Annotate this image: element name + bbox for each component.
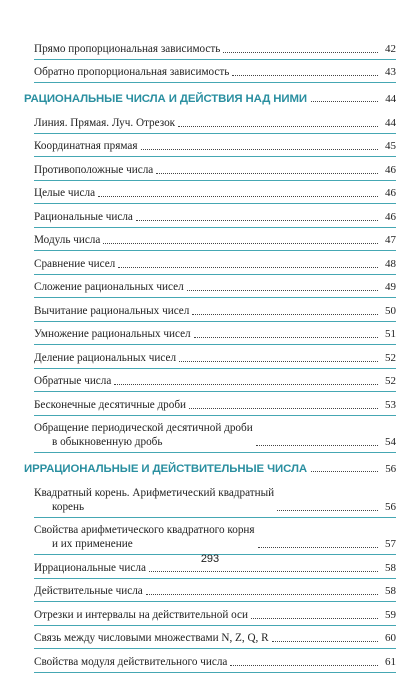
page-ref: 61 (385, 655, 396, 668)
entry-title: Бесконечные десятичные дроби (34, 398, 187, 411)
entry-title: Деление рациональных чисел (34, 351, 177, 364)
entry-title (34, 486, 274, 514)
dot-leader (114, 384, 378, 385)
entry-title: Умножение рациональных чисел (34, 328, 191, 340)
toc-entry[interactable] (24, 298, 396, 322)
toc-entry[interactable] (24, 60, 396, 84)
dot-leader (141, 149, 378, 150)
entry-title-line2: и их применение (52, 538, 133, 550)
entry-title: Иррациональные числа (34, 561, 146, 574)
toc-entry[interactable] (24, 345, 396, 369)
entry-title: Сложение рациональных чисел (34, 281, 184, 293)
dot-leader (136, 220, 378, 221)
toc-entry[interactable] (24, 275, 396, 299)
page-ref: 52 (385, 375, 396, 387)
page-ref: 57 (385, 538, 396, 550)
page-ref: 46 (385, 187, 396, 199)
toc-section-heading[interactable] (24, 83, 396, 110)
page-ref: 54 (385, 436, 396, 448)
toc-entry[interactable] (24, 649, 396, 673)
entry-title: Модуль числа (34, 234, 101, 246)
toc-entry[interactable] (24, 134, 396, 158)
page-ref: 58 (385, 585, 396, 597)
page-ref: 46 (385, 163, 396, 176)
entry-title: Свойства модуля действительного числа (34, 655, 228, 668)
toc-entry[interactable] (24, 157, 396, 181)
toc-entry[interactable] (24, 416, 396, 454)
dot-leader (311, 101, 378, 102)
dot-leader (251, 618, 378, 619)
toc-entry[interactable] (24, 181, 396, 205)
entry-title: Отрезки и интервалы на действительной оси (34, 608, 248, 621)
dot-leader (98, 196, 378, 197)
entry-title: Линия. Прямая. Луч. Отрезок (34, 116, 176, 129)
page-ref: 50 (385, 304, 396, 317)
dot-leader (189, 408, 378, 409)
dot-leader (272, 641, 378, 642)
dot-leader (311, 471, 378, 472)
toc-entry[interactable] (24, 392, 396, 416)
toc-entry[interactable] (24, 626, 396, 650)
dot-leader (256, 445, 378, 446)
page-ref: 51 (385, 328, 396, 340)
section-title: РАЦИОНАЛЬНЫЕ ЧИСЛА И ДЕЙСТВИЯ НАД НИМИ (24, 93, 307, 105)
toc-entry[interactable] (24, 322, 396, 346)
page-number: 293 (200, 553, 220, 565)
page-ref: 59 (385, 608, 396, 621)
entry-title-line2: в обыкновенную дробь (52, 436, 163, 448)
toc-entry[interactable] (24, 518, 396, 556)
entry-title: Противоположные числа (34, 163, 154, 176)
dot-leader (156, 173, 378, 174)
page-ref: 42 (385, 42, 396, 55)
page-ref: 52 (385, 351, 396, 364)
entry-title: Обратные числа (34, 375, 112, 387)
toc-entry[interactable] (24, 579, 396, 603)
dot-leader (187, 290, 378, 291)
dot-leader (178, 126, 378, 127)
page-ref: 44 (385, 93, 396, 105)
page-ref: 60 (385, 632, 396, 644)
entry-title: Целые числа (34, 187, 96, 199)
page-ref: 56 (385, 463, 396, 475)
entry-title-line2: корень (52, 500, 85, 513)
entry-title (34, 523, 255, 551)
section-title: ИРРАЦИОНАЛЬНЫЕ И ДЕЙСТВИТЕЛЬНЫЕ ЧИСЛА (24, 463, 307, 475)
page-ref: 58 (385, 561, 396, 574)
page-ref: 45 (385, 140, 396, 152)
toc-entry[interactable] (24, 251, 396, 275)
entry-title-line1: Свойства арифметического квадратного корня (34, 524, 255, 536)
entry-title: Координатная прямая (34, 140, 138, 152)
page-ref: 43 (385, 66, 396, 78)
dot-leader (146, 594, 378, 595)
page-ref: 48 (385, 257, 396, 270)
toc-entry[interactable] (24, 204, 396, 228)
page-ref: 53 (385, 398, 396, 411)
toc-entry[interactable] (24, 110, 396, 134)
toc-entry[interactable] (24, 228, 396, 252)
page-ref: 46 (385, 210, 396, 223)
toc-section-heading[interactable] (24, 453, 396, 480)
table-of-contents (24, 36, 396, 673)
entry-title-line1: Обращение периодической десятичной дроби (34, 422, 253, 434)
toc-entry[interactable] (24, 36, 396, 60)
dot-leader (103, 243, 378, 244)
entry-title: Прямо пропорциональная зависимость (34, 42, 221, 55)
dot-leader (192, 314, 378, 315)
dot-leader (194, 337, 378, 338)
page-ref: 44 (385, 116, 396, 129)
toc-entry[interactable] (24, 480, 396, 518)
dot-leader (232, 75, 378, 76)
entry-title: Сравнение чисел (34, 257, 116, 270)
dot-leader (230, 665, 378, 666)
entry-title: Рациональные числа (34, 210, 133, 223)
dot-leader (179, 361, 378, 362)
entry-title: Вычитание рациональных чисел (34, 304, 190, 317)
dot-leader (118, 267, 378, 268)
page-ref: 56 (385, 500, 396, 513)
entry-title: Действительные числа (34, 585, 143, 597)
dot-leader (223, 52, 378, 53)
dot-leader (258, 547, 378, 548)
toc-entry[interactable] (24, 369, 396, 393)
entry-title-line1: Квадратный корень. Арифметический квадратный (34, 486, 275, 499)
toc-entry[interactable] (24, 602, 396, 626)
dot-leader (277, 510, 378, 511)
page-ref: 49 (385, 281, 396, 293)
page-ref: 47 (385, 234, 396, 246)
entry-title: Связь между числовыми множествами N, Z, Q, R (34, 632, 269, 644)
entry-title (34, 421, 253, 449)
entry-title: Обратно пропорциональная зависимость (34, 66, 230, 78)
dot-leader (149, 571, 378, 572)
